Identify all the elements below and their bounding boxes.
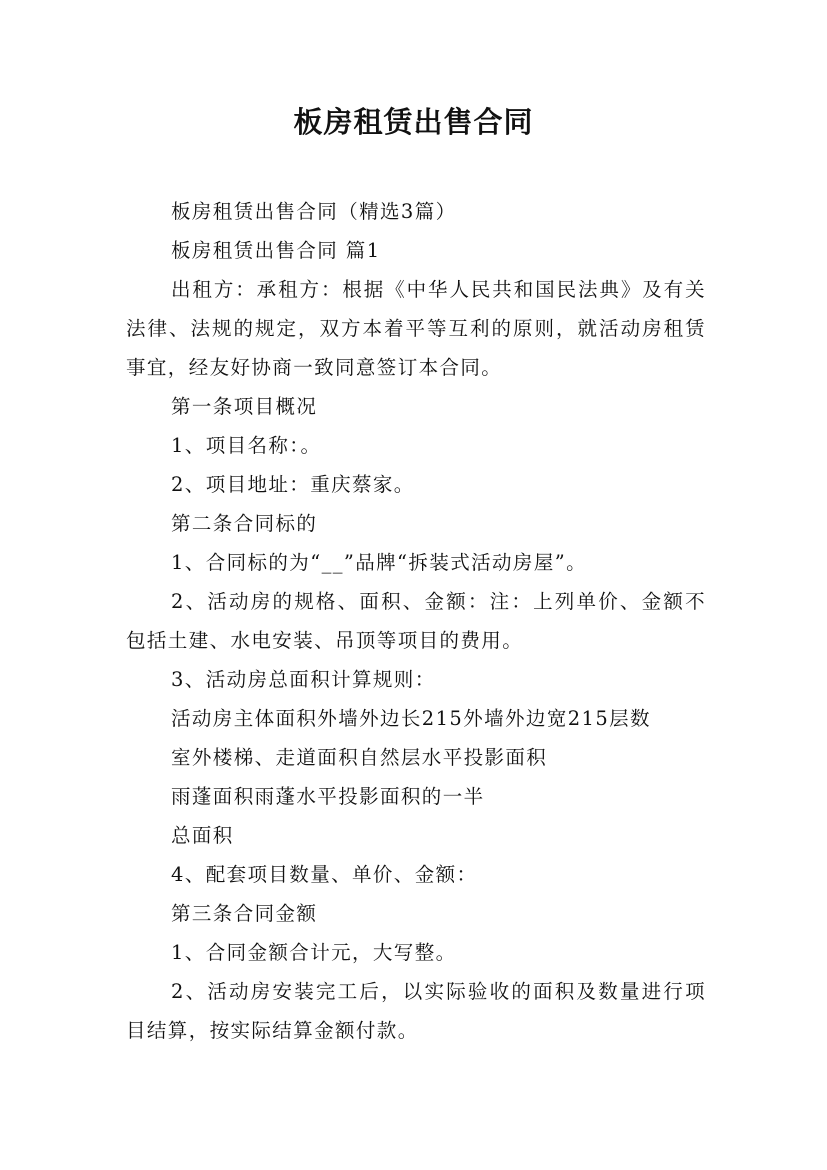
paragraph-canopy-area [126,777,706,816]
paragraph-line: 关法律、法规的规定，双方本着平等互利的原则，就活动房 [126,278,706,340]
paragraph-line: 板房租赁出售合同 篇1 [171,239,381,262]
paragraph-line: 2、活动房的规格、面积、金额：注：上列单价、金额 [171,590,686,613]
paragraph-article-1-heading [126,387,706,426]
paragraph-line: 出租方：承租方：根据《中华人民共和国民法典》及有 [171,278,686,301]
paragraph-line: 不包括土建、水电安装、吊顶等项目的费用。 [126,590,706,652]
paragraph-line: 2、活动房安装完工后，以实际验收的面积及数量进行 [171,980,686,1003]
paragraph-project-name [126,426,706,465]
paragraph-line: 雨蓬面积雨蓬水平投影面积的一半 [171,785,485,808]
paragraph-line: 项目结算，按实际结算金额付款。 [126,980,706,1042]
paragraph-line: 3、活动房总面积计算规则： [171,668,436,691]
paragraph-line: 活动房主体面积外墙外边长215外墙外边宽215层数 [171,707,651,730]
paragraph-line: 4、配套项目数量、单价、金额： [171,863,478,886]
paragraph-line: 1、合同金额合计元，大写整。 [171,941,457,964]
paragraph-parties [126,270,706,387]
paragraph-part-title [126,231,706,270]
paragraph-line: 板房租赁出售合同（精选3篇） [171,200,457,223]
paragraph-contract-amount [126,933,706,972]
document-title: 板房租赁出售合同 [293,105,534,139]
paragraph-settlement [126,972,706,1050]
document-body [126,192,706,1050]
paragraph-main-area [126,699,706,738]
paragraph-line: 1、项目名称：。 [171,434,322,457]
paragraph-area-rules [126,660,706,699]
paragraph-contract-object [126,543,706,582]
paragraph-line: 第三条合同金额 [171,902,318,925]
paragraph-line: 1、合同标的为“__”品牌“拆装式活动房屋”。 [171,551,587,574]
paragraph-heading-selection [126,192,706,231]
paragraph-article-3-heading [126,894,706,933]
paragraph-line: 第一条项目概况 [171,395,318,418]
paragraph-line: 租赁事宜，经友好协商一致同意签订本合同。 [126,317,706,379]
paragraph-article-2-heading [126,504,706,543]
paragraph-total-area [126,816,706,855]
paragraph-line: 总面积 [171,824,234,847]
paragraph-line: 室外楼梯、走道面积自然层水平投影面积 [171,746,548,769]
paragraph-line: 第二条合同标的 [171,512,318,535]
paragraph-supporting-items [126,855,706,894]
paragraph-line: 2、项目地址：重庆蔡家。 [171,473,415,496]
paragraph-stair-area [126,738,706,777]
paragraph-project-address [126,465,706,504]
paragraph-spec-area-amount [126,582,706,660]
